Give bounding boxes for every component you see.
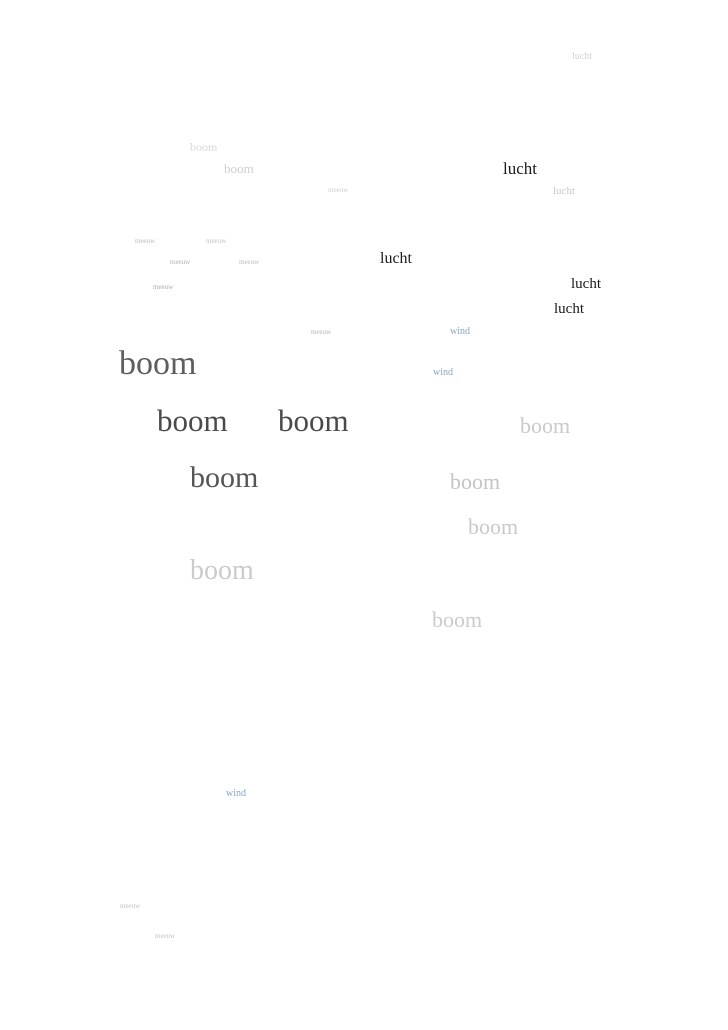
word-boom: boom (190, 555, 254, 586)
word-lucht: lucht (571, 276, 601, 292)
word-boom: boom (157, 403, 228, 438)
word-boom: boom (278, 403, 349, 438)
word-boom: boom (520, 413, 571, 438)
word-boom: boom (119, 345, 197, 382)
word-meeuw: meeuw (206, 237, 227, 245)
word-lucht: lucht (380, 250, 412, 267)
word-lucht: lucht (572, 51, 592, 62)
word-boom: boom (468, 514, 519, 539)
word-meeuw: meeuw (239, 258, 260, 266)
word-meeuw: meeuw (155, 932, 176, 940)
word-lucht: lucht (503, 159, 537, 178)
word-boom: boom (450, 469, 501, 494)
word-boom: boom (432, 607, 483, 632)
word-meeuw: meeuw (328, 186, 349, 194)
word-boom: boom (224, 161, 254, 176)
word-meeuw: meeuw (153, 283, 174, 291)
word-lucht: lucht (553, 185, 575, 197)
word-meeuw: meeuw (170, 258, 191, 266)
word-wind: wind (433, 367, 453, 378)
word-lucht: lucht (554, 301, 584, 317)
word-boom: boom (190, 140, 218, 154)
word-meeuw: meeuw (135, 237, 156, 245)
word-wind: wind (226, 788, 246, 799)
word-wind: wind (450, 326, 470, 337)
word-meeuw: meeuw (120, 902, 141, 910)
word-meeuw: meeuw (311, 328, 332, 336)
word-boom: boom (190, 461, 259, 494)
